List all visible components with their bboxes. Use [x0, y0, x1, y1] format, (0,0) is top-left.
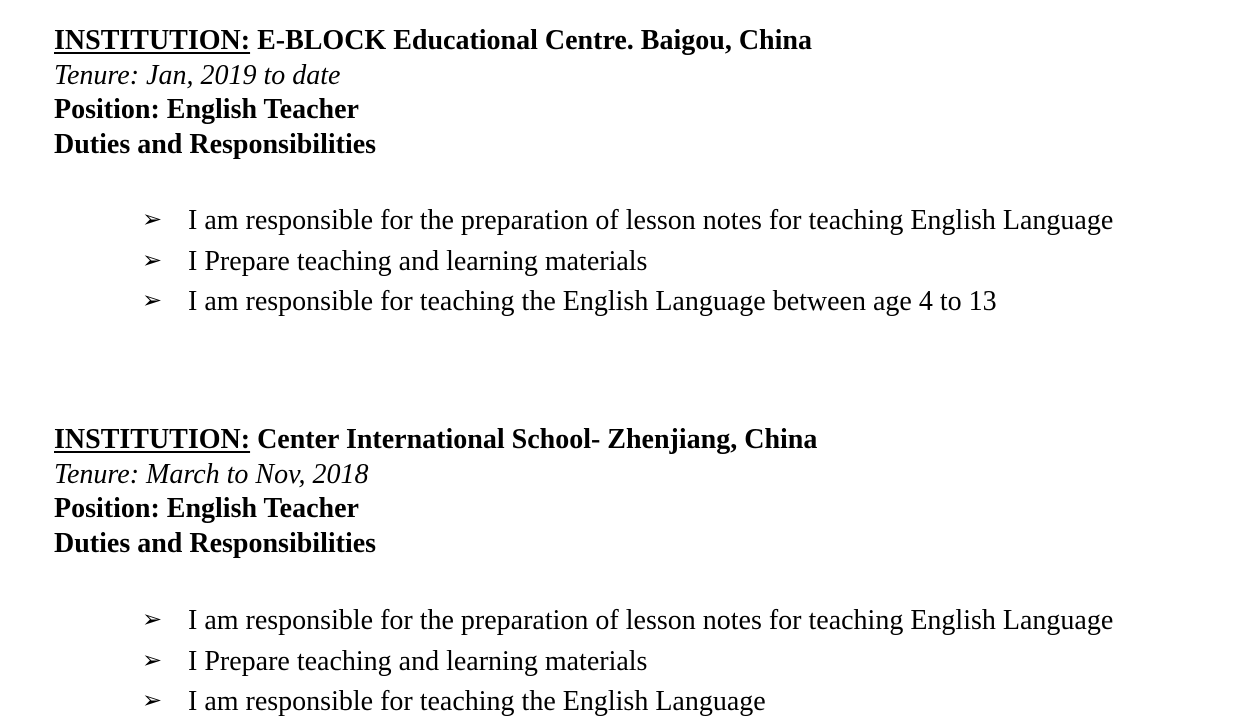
duty-item: [142, 282, 1113, 323]
arrow-bullet-icon: ➢: [142, 207, 163, 234]
tenure: Tenure: March to Nov, 2018: [54, 458, 369, 490]
work-entry: [54, 24, 1234, 162]
duty-text: I am responsible for the preparation of lesson notes for teaching English Language: [188, 605, 1114, 636]
arrow-bullet-icon: ➢: [142, 288, 163, 315]
duty-text: I am responsible for the preparation of lesson notes for teaching English Language: [188, 205, 1114, 236]
arrow-bullet-icon: ➢: [142, 607, 163, 634]
arrow-bullet-icon: ➢: [142, 688, 163, 715]
institution-label: INSTITUTION:: [54, 25, 251, 56]
duty-item: [142, 642, 1113, 683]
duty-item: [142, 201, 1113, 242]
duty-item: [142, 601, 1113, 642]
duties-list: [142, 601, 1113, 723]
institution-line: [54, 24, 1234, 59]
duties-list: [142, 201, 1113, 323]
duty-text: I Prepare teaching and learning materials: [188, 645, 648, 677]
institution-name: E-BLOCK Educational Centre. Baigou, China: [257, 25, 812, 56]
position: Position: English Teacher: [54, 94, 359, 126]
duty-item: [142, 682, 1113, 723]
arrow-bullet-icon: ➢: [142, 647, 163, 674]
duty-text: I am responsible for teaching the English Language between age 4 to 13: [188, 286, 997, 318]
duties-heading: Duties and Responsibilities: [54, 128, 377, 160]
institution-line: [54, 423, 1234, 458]
institution-name: Center International School- Zhenjiang, China: [257, 424, 818, 455]
duty-item: [142, 242, 1113, 283]
arrow-bullet-icon: ➢: [142, 247, 163, 274]
duty-text: I Prepare teaching and learning materials: [188, 245, 648, 277]
work-entry: [54, 423, 1234, 561]
duty-text: I am responsible for teaching the English Language: [188, 686, 766, 718]
position: Position: English Teacher: [54, 493, 359, 525]
tenure: Tenure: Jan, 2019 to date: [54, 59, 341, 91]
duties-heading: Duties and Responsibilities: [54, 527, 377, 559]
institution-label: INSTITUTION:: [54, 424, 251, 455]
